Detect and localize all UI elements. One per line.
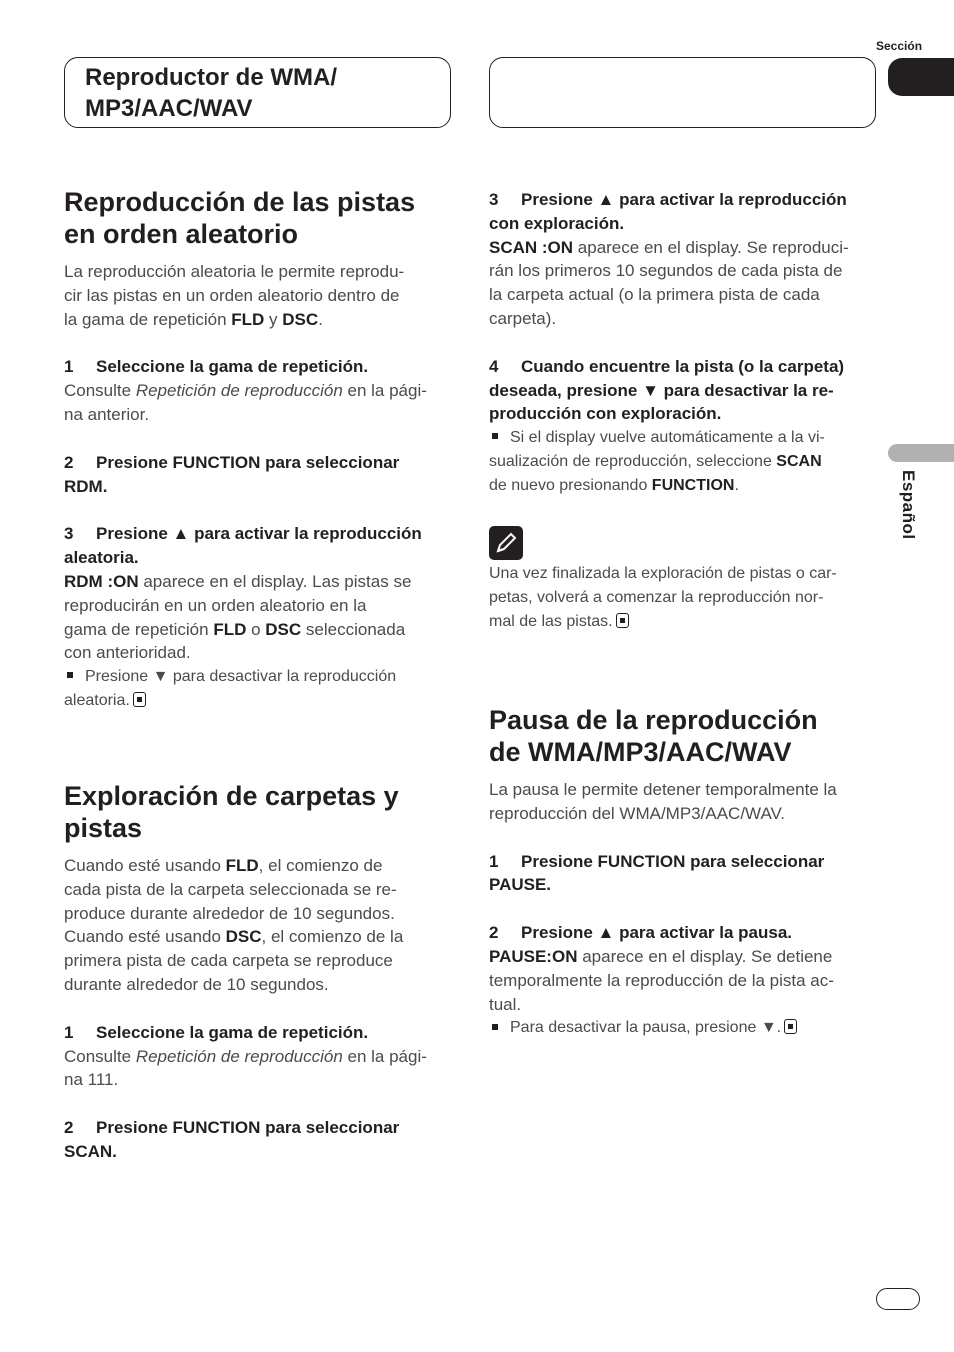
text: na 111. <box>64 1070 119 1090</box>
random-intro <box>64 260 452 331</box>
scan-step-1-body <box>64 1045 452 1093</box>
text: sualización de reproducción, seleccione <box>489 452 777 470</box>
text: Si el display vuelve automáticamente a la vi- <box>510 429 825 447</box>
text: La reproducción aleatoria le permite reprodu- <box>64 262 405 281</box>
text: durante alrededor de 10 segundos. <box>64 974 329 994</box>
step-text: Presione ▲ para activar la pausa. <box>521 923 793 943</box>
pencil-icon <box>489 526 523 560</box>
bullet-square-icon <box>492 1024 498 1030</box>
text: rán los primeros 10 segundos de cada pista de <box>489 261 843 281</box>
text: aparece en el display. Se reproduci- <box>573 237 849 257</box>
text: produce durante alrededor de 10 segundos. <box>64 903 395 923</box>
step-number: 1 <box>489 851 499 871</box>
section-label: Sección <box>876 39 923 53</box>
code-dsc: DSC <box>225 927 262 947</box>
text: cir las pistas en un orden aleatorio dentro de <box>64 285 400 305</box>
text: La pausa le permite detener temporalmente la <box>489 780 837 799</box>
text: de nuevo presionando <box>489 476 652 494</box>
note-block <box>489 562 877 633</box>
display-code: PAUSE:ON <box>489 946 578 966</box>
random-step-2 <box>64 451 452 499</box>
left-column <box>64 186 452 713</box>
text: Una vez finalizada la exploración de pistas o car- <box>489 565 837 582</box>
step-text: producción con exploración. <box>489 404 722 424</box>
step-text: Cuando encuentre la pista (o la carpeta) <box>521 356 845 376</box>
text: la carpeta actual (o la primera pista de cada <box>489 285 820 305</box>
text: Cuando esté usando <box>64 927 226 947</box>
code-dsc: DSC <box>265 619 302 639</box>
note-text <box>489 562 877 633</box>
text: o <box>246 619 266 639</box>
step-text: SCAN. <box>64 1141 117 1161</box>
text: tual. <box>489 994 522 1014</box>
text: aparece en el display. Las pistas se <box>138 571 412 591</box>
step-text: Presione FUNCTION para seleccionar <box>96 452 400 472</box>
text: Consulte <box>64 1046 136 1066</box>
text: cada pista de la carpeta seleccionada se re- <box>64 879 397 899</box>
chapter-title <box>85 62 445 124</box>
scan-step-4 <box>489 355 877 426</box>
end-mark-icon <box>133 692 146 707</box>
language-label: Español <box>899 470 918 540</box>
heading-line: Reproducción de las pistas <box>64 187 416 217</box>
code-dsc: DSC <box>282 309 319 329</box>
text: y <box>264 309 283 329</box>
random-step-3-body <box>64 570 452 665</box>
pause-step-1 <box>489 850 877 898</box>
heading-line: Exploración de carpetas y <box>64 781 399 811</box>
step-number: 2 <box>64 1118 74 1138</box>
text: gama de repetición <box>64 619 214 639</box>
step-text: Seleccione la gama de repetición. <box>96 1022 369 1042</box>
text: reproducción del WMA/MP3/AAC/WAV. <box>489 803 786 823</box>
step-text: Presione FUNCTION para seleccionar <box>521 851 825 871</box>
text: seleccionada <box>301 619 406 639</box>
text: con anterioridad. <box>64 643 191 663</box>
step-number: 2 <box>489 923 499 943</box>
bullet-square-icon <box>492 433 498 439</box>
step-number: 1 <box>64 357 74 377</box>
code-scan: SCAN <box>776 452 822 470</box>
pause-intro <box>489 778 877 826</box>
pause-section <box>489 704 877 1040</box>
pause-bullet <box>489 1016 877 1040</box>
step-number: 4 <box>489 356 499 376</box>
scan-step-3 <box>489 188 877 236</box>
right-column <box>489 188 877 498</box>
text: temporalmente la reproducción de la pista ac- <box>489 970 834 990</box>
scan-step-3-body <box>489 236 877 331</box>
step-text: deseada, presione ▼ para desactivar la re- <box>489 380 834 400</box>
text: Cuando esté usando <box>64 856 226 875</box>
code-function: FUNCTION <box>651 476 735 494</box>
cross-reference: Repetición de reproducción <box>135 381 343 401</box>
text: , el comienzo de la <box>261 927 404 947</box>
step-number: 1 <box>64 1022 74 1042</box>
text: Presione ▼ para desactivar la reproducción <box>85 668 397 686</box>
text: Consulte <box>64 381 136 401</box>
text: reproducirán en un orden aleatorio en la <box>64 595 367 615</box>
heading-line: pistas <box>64 813 143 843</box>
step-text: aleatoria. <box>64 548 139 568</box>
display-code: SCAN :ON <box>489 237 574 257</box>
heading-scan <box>64 780 452 844</box>
text: aleatoria. <box>64 691 130 709</box>
text: en la pági- <box>342 1046 427 1066</box>
random-step-1 <box>64 355 452 379</box>
scan-intro <box>64 854 452 997</box>
step-number: 3 <box>64 524 74 544</box>
text: na anterior. <box>64 404 150 424</box>
step-text: Seleccione la gama de repetición. <box>96 357 369 377</box>
text: en la pági- <box>342 381 427 401</box>
text: Para desactivar la pausa, presione ▼. <box>510 1019 782 1037</box>
step-text: Presione ▲ para activar la reproducción <box>96 524 422 544</box>
cross-reference: Repetición de reproducción <box>135 1046 343 1066</box>
text: . <box>734 476 739 494</box>
step-text: PAUSE. <box>489 875 552 895</box>
text: aparece en el display. Se detiene <box>577 946 833 966</box>
code-fld: FLD <box>231 309 265 329</box>
text: mal de las pistas. <box>489 612 613 630</box>
text: petas, volverá a comenzar la reproducción nor- <box>489 588 824 606</box>
text: carpeta). <box>489 308 557 328</box>
step-number: 2 <box>64 452 74 472</box>
page-number-box <box>876 1288 920 1310</box>
pause-step-2-body <box>489 945 877 1016</box>
text: la gama de repetición <box>64 309 232 329</box>
text: primera pista de cada carpeta se reproduce <box>64 951 393 971</box>
random-step-3 <box>64 522 452 570</box>
random-bullet <box>64 665 452 713</box>
step-text: con exploración. <box>489 213 625 233</box>
end-mark-icon <box>616 613 629 628</box>
heading-random-playback <box>64 186 452 250</box>
pause-step-2 <box>489 921 877 945</box>
left-column-section2 <box>64 780 452 1164</box>
language-tab <box>888 444 954 462</box>
bullet-square-icon <box>67 672 73 678</box>
step-text: RDM. <box>64 476 108 496</box>
code-fld: FLD <box>225 856 259 875</box>
step-number: 3 <box>489 190 499 209</box>
chapter-title-line2: MP3/AAC/WAV <box>85 95 253 122</box>
heading-line: en orden aleatorio <box>64 219 299 249</box>
text: , el comienzo de <box>258 856 383 875</box>
section-number-tab <box>888 58 954 96</box>
end-mark-icon <box>784 1019 797 1034</box>
heading-pause <box>489 704 877 768</box>
empty-header-box <box>489 57 876 128</box>
code-fld: FLD <box>213 619 247 639</box>
scan-bullet <box>489 426 877 497</box>
scan-step-1 <box>64 1021 452 1045</box>
random-step-1-body <box>64 379 452 427</box>
chapter-title-line1: Reproductor de WMA/ <box>85 64 337 91</box>
scan-step-2 <box>64 1116 452 1164</box>
step-text: Presione FUNCTION para seleccionar <box>96 1118 400 1138</box>
text: . <box>318 309 323 329</box>
note-icon <box>489 526 523 560</box>
heading-line: Pausa de la reproducción <box>489 705 818 735</box>
step-text: Presione ▲ para activar la reproducción <box>521 190 847 209</box>
heading-line: de WMA/MP3/AAC/WAV <box>489 737 792 767</box>
display-code: RDM :ON <box>64 571 139 591</box>
